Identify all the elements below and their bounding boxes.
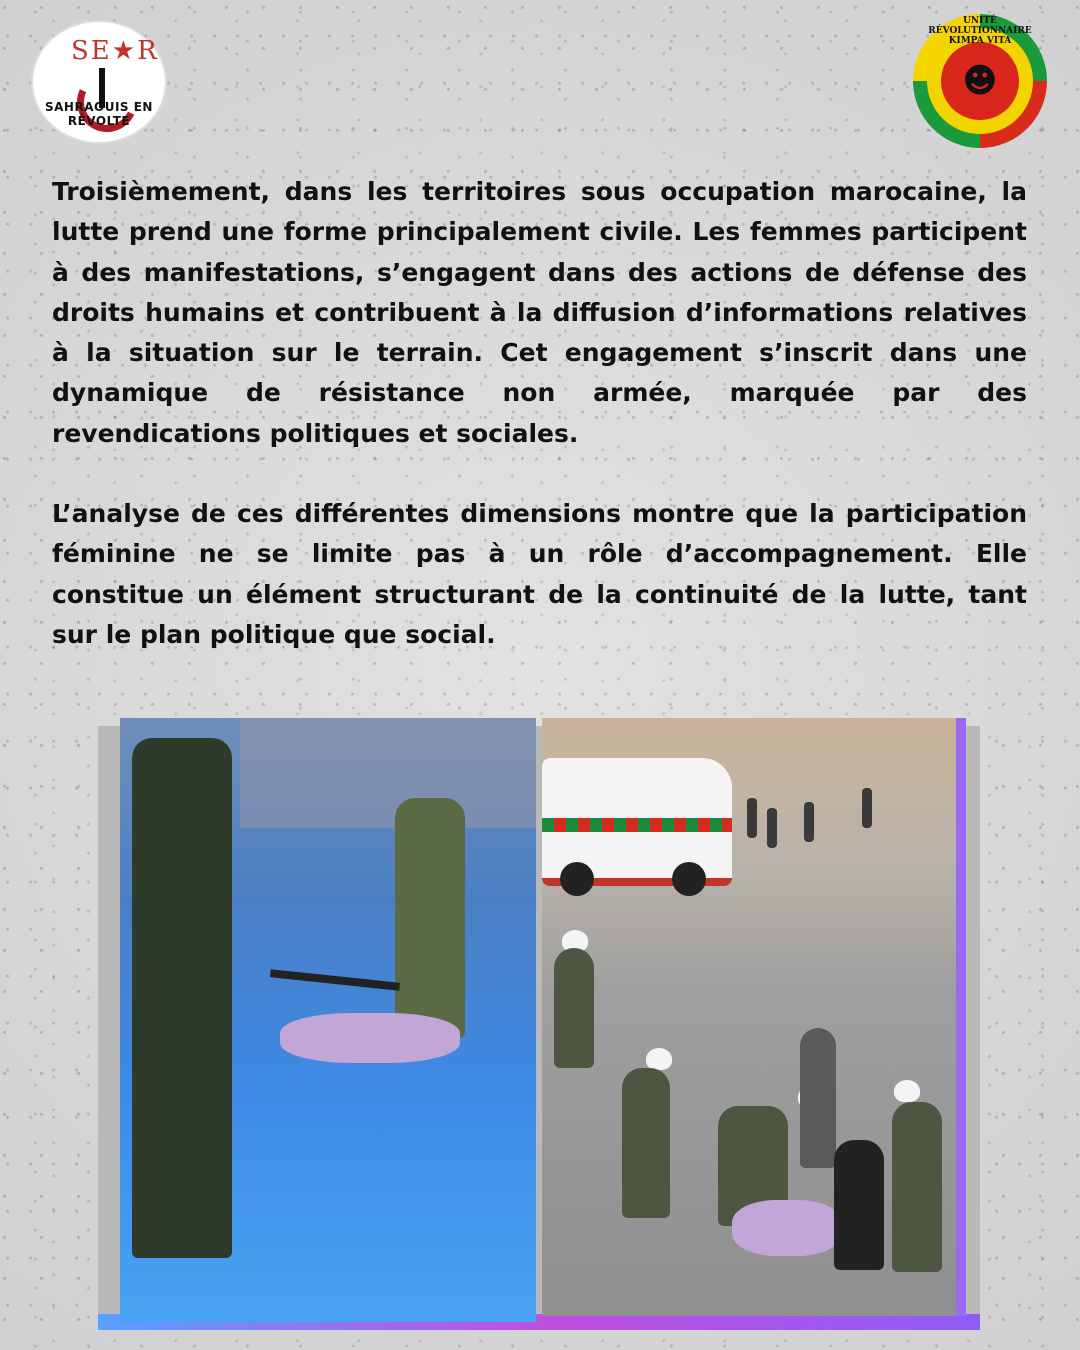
civilian-figure — [800, 1028, 836, 1168]
photo-book — [98, 718, 980, 1330]
bystander-figure — [862, 788, 872, 828]
victim-figure — [280, 1013, 460, 1063]
logo-ring-text-left: SAHRAOUIS EN RÉVOLTE — [45, 100, 153, 128]
helmet-icon — [646, 1048, 672, 1070]
wheel-icon — [672, 862, 706, 896]
bystander-figure — [747, 798, 757, 838]
soldier-figure — [892, 1102, 942, 1272]
bystander-figure — [767, 808, 777, 848]
unite-revolutionnaire-logo — [913, 14, 1047, 148]
wheel-icon — [560, 862, 594, 896]
logo-mark: SE★R — [71, 36, 159, 66]
bystander-figure — [804, 802, 814, 842]
soldier-figure — [132, 738, 232, 1258]
paragraph-civil-struggle: Troisièmement, dans les territoires sous occupation marocaine, la lutte prend une forme principalement civile. Les femmes participent à des manifestations, s’engagent dans des actions de défense des droits humains et contribuent à la diffusion d’informations relatives à la situation sur le terrain. Cet engagement s’inscrit dans une dynamique de résistance non armée, marquée par des revendications politiques et sociales. — [52, 177, 1027, 448]
police-van — [542, 758, 732, 886]
sahraouis-en-revolte-logo — [33, 22, 165, 142]
helmet-icon — [894, 1080, 920, 1102]
wall-shape — [240, 718, 536, 828]
van-stripe — [542, 818, 732, 832]
civilian-figure — [834, 1140, 884, 1270]
soldier-figure — [395, 798, 465, 1038]
paragraph-analysis: L’analyse de ces différentes dimensions montre que la participation féminine ne se limite pas à un rôle d’accompagnement. Elle constitue un élément structurant de la continuité de la lutte, tant sur le plan politique que social. — [52, 499, 1027, 649]
soldier-figure — [622, 1068, 670, 1218]
soldier-figure — [554, 948, 594, 1068]
baton-shape — [270, 969, 400, 991]
photo-right-street-arrest — [542, 718, 966, 1316]
logo-ring-text-right: UNITÉ RÉVOLUTIONNAIRE KIMPA VITA — [928, 16, 1032, 46]
victim-figure — [732, 1200, 842, 1256]
portrait-icon: ☻ — [941, 42, 1019, 120]
photo-left-police-beating — [120, 718, 536, 1322]
